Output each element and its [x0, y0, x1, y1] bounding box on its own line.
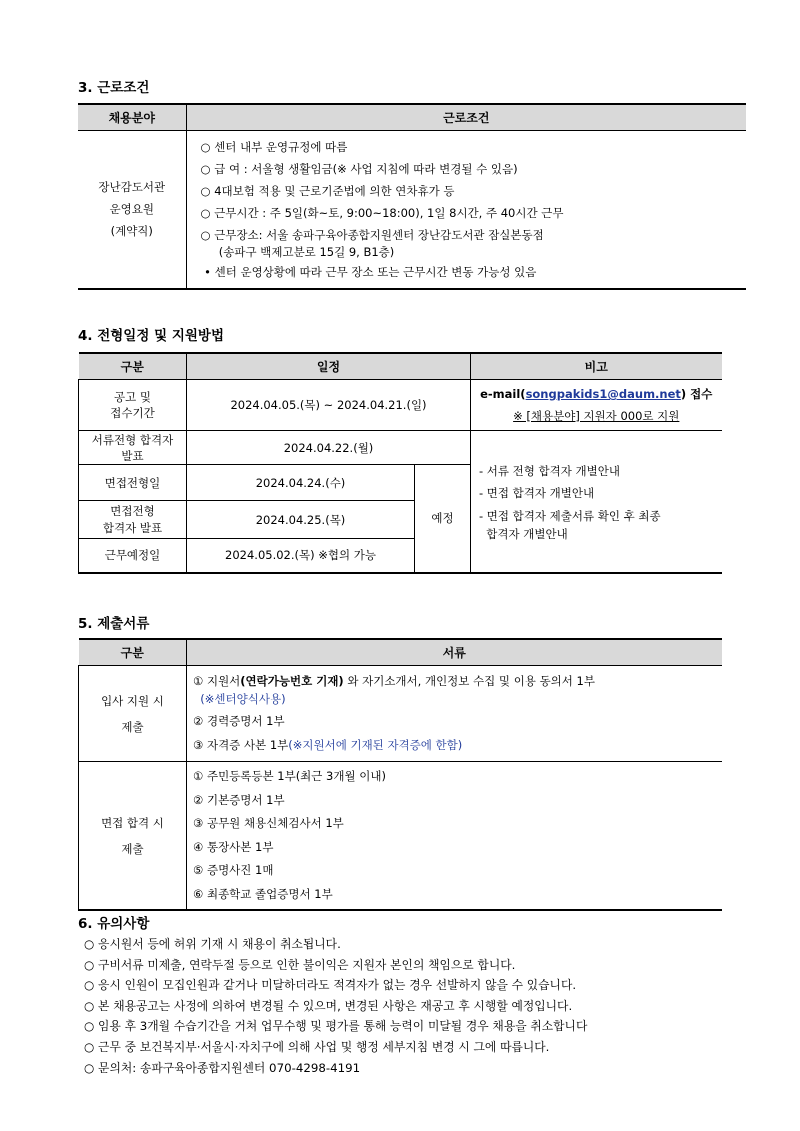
doc-text: 와 자기소개서, 개인정보 수집 및 이용 동의서 1부 [343, 673, 595, 688]
section-5-title: 5. 제출서류 [78, 616, 150, 632]
working-conditions-table [78, 103, 746, 290]
application-doc-item-2: ② 경력증명서 1부 [193, 713, 285, 728]
doc-note: (※지원서에 기재된 자격증에 한함) [288, 737, 463, 752]
interview-doc-item: ① 주민등록등본 1부(최근 3개월 이내) [193, 769, 386, 783]
application-docs-label [79, 666, 187, 762]
condition-item: ○ 근무장소: 서울 송파구육아종합지원센터 장난감도서관 잠실본동점 [200, 227, 544, 242]
precaution-item: ○ 근무 중 보건복지부·서울시·자치구에 의해 사업 및 행정 세부지침 변경 시 그에 따릅니다. [84, 1039, 550, 1054]
interview-doc-item: ④ 통장사본 1부 [193, 839, 274, 854]
label-line-2: 합격자 발표 [102, 520, 163, 535]
header-conditions: 근로조건 [186, 104, 746, 131]
conditions-cell [186, 131, 746, 289]
row-document-result-date: 2024.04.22.(월) [187, 431, 471, 465]
label-line-2: 제출 [121, 841, 144, 856]
header-schedule: 일정 [187, 353, 471, 380]
remark-item: - 면접 합격자 개별안내 [479, 485, 595, 500]
label-line-2: 접수기간 [110, 406, 155, 420]
interview-doc-item: ③ 공무원 채용신체검사서 1부 [193, 816, 344, 830]
row-announcement-remark [471, 380, 722, 431]
row-start-date-value: 2024.05.02.(목) ※협의 가능 [187, 539, 415, 573]
job-field-cell [78, 131, 186, 289]
interview-docs-cell [187, 762, 722, 911]
precaution-item: ○ 본 채용공고는 사정에 의하여 변경될 수 있으며, 변경된 사항은 재공고 후 시행할 예정입니다. [84, 998, 573, 1013]
interview-doc-item: ② 기본증명서 1부 [193, 792, 285, 807]
precaution-item: ○ 응시원서 등에 허위 기재 시 채용이 취소됩니다. [84, 937, 341, 951]
application-docs-cell [187, 666, 722, 762]
header-job-field: 채용분야 [78, 104, 186, 131]
email-application-note [477, 383, 716, 405]
interview-doc-item: ⑤ 증명사진 1매 [193, 863, 274, 877]
doc-emphasis: (연락가능번호 기재) [240, 673, 344, 688]
condition-item: ○ 근무시간 : 주 5일(화~토, 9:00~18:00), 1일 8시간, 주 40시간 근무 [200, 205, 564, 220]
remark-item: - 서류 전형 합격자 개별안내 [479, 463, 620, 478]
header-documents: 서류 [187, 639, 722, 666]
label-line-1: 서류전형 합격자 [91, 432, 174, 447]
section-4-title: 4. 전형일정 및 지원방법 [78, 328, 224, 344]
interview-doc-item: ⑥ 최종학교 졸업증명서 1부 [193, 886, 333, 901]
doc-text: ① 지원서 [193, 673, 241, 688]
schedule-table [78, 352, 722, 574]
precaution-item: ○ 임용 후 3개월 수습기간을 거쳐 업무수행 및 평가를 통해 능력이 미달될 경우 채용을 취소합니다 [84, 1019, 588, 1034]
section-6-title: 6. 유의사항 [78, 916, 150, 932]
row-document-result-label [79, 431, 187, 465]
label-line-1: 입사 지원 시 [101, 693, 164, 708]
condition-item: ○ 급 여 : 서울형 생활임금(※ 사업 지침에 따라 변경될 수 있음) [200, 161, 518, 176]
job-field-line-1: 장난감도서관 [98, 180, 166, 195]
application-doc-item-3 [193, 734, 716, 756]
row-interview-date: 2024.04.24.(수) [187, 465, 415, 501]
header-category: 구분 [79, 639, 187, 666]
row-interview-result-label [79, 501, 187, 539]
header-category: 구분 [79, 353, 187, 380]
remark-item: 합격자 개별안내 [479, 526, 568, 541]
job-field-line-3: (계약직) [110, 224, 153, 239]
remark-item: - 면접 합격자 제출서류 확인 후 최종 [479, 508, 661, 523]
precaution-item: ○ 응시 인원이 모집인원과 같거나 미달하더라도 적격자가 없는 경우 선발하지 않을 수 있습니다. [84, 978, 577, 993]
row-start-date-label: 근무예정일 [79, 539, 187, 573]
label-line-2: 제출 [121, 719, 144, 734]
interview-docs-label [79, 762, 187, 911]
label-line-1: 공고 및 [114, 390, 151, 404]
precaution-item-contact: ○ 문의처: 송파구육아종합지원센터 070-4298-4191 [84, 1060, 361, 1075]
doc-form-note: (※센터양식사용) [193, 691, 286, 706]
row-announcement-date: 2024.04.05.(목) ~ 2024.04.21.(일) [187, 380, 471, 431]
application-doc-item-1 [193, 672, 716, 690]
label-line-1: 면접 합격 시 [101, 815, 164, 830]
documents-table [78, 638, 722, 911]
row-announcement-label [79, 380, 187, 431]
planned-cell: 예정 [415, 465, 471, 573]
label-line-1: 면접전형 [110, 503, 155, 518]
condition-item-address: (송파구 백제고분로 15길 9, B1층) [200, 244, 395, 259]
schedule-remarks-cell [471, 431, 722, 573]
condition-note: • 센터 운영상황에 따라 근무 장소 또는 근무시간 변동 가능성 있음 [200, 264, 537, 279]
email-suffix: ) 접수 [680, 387, 713, 401]
job-field-line-2: 운영요원 [109, 202, 154, 217]
precautions-list [84, 934, 587, 1078]
email-link[interactable]: songpakids1@daum.net [525, 387, 681, 401]
email-subject-note: ※ [채용분야] 지원자 000로 지원 [513, 409, 680, 423]
row-interview-result-date: 2024.04.25.(목) [187, 501, 415, 539]
row-interview-label: 면접전형일 [79, 465, 187, 501]
label-line-2: 발표 [121, 448, 144, 463]
precaution-item: ○ 구비서류 미제출, 연락두절 등으로 인한 불이익은 지원자 본인의 책임으로 합니다. [84, 957, 516, 972]
email-prefix: e-mail( [480, 387, 526, 401]
condition-item: ○ 4대보험 적용 및 근로기준법에 의한 연차휴가 등 [200, 183, 455, 198]
condition-item: ○ 센터 내부 운영규정에 따름 [200, 139, 348, 154]
header-remarks: 비고 [471, 353, 722, 380]
section-3-title: 3. 근로조건 [78, 80, 150, 96]
doc-text: ③ 자격증 사본 1부 [193, 737, 289, 752]
